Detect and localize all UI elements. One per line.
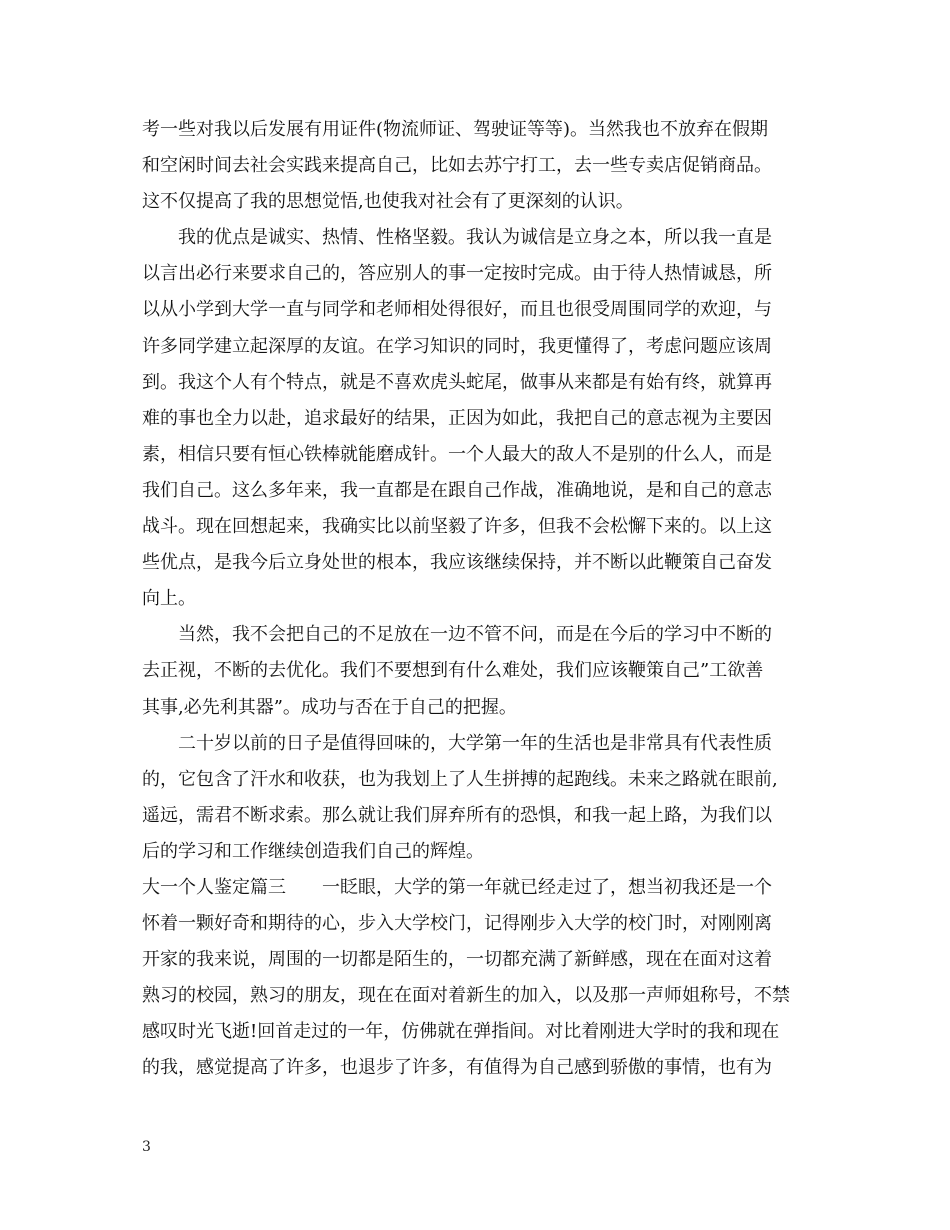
text-line: 熟习的校园，熟习的朋友，现在在面对着新生的加入，以及那一声师姐称号，不禁 — [142, 985, 790, 1007]
text-line: 到。我这个人有个特点，就是不喜欢虎头蛇尾，做事从来都是有始有终，就算再 — [142, 371, 772, 393]
text-line: 我们自己。这么多年来，我一直都是在跟自己作战，准确地说，是和自己的意志 — [142, 479, 772, 501]
text-line: 难的事也全力以赴，追求最好的结果，正因为如此，我把自己的意志视为主要因 — [142, 407, 772, 429]
text-line: 其事,必先利其器”。成功与否在于自己的把握。 — [142, 696, 517, 718]
text-line: 感叹时光飞逝!回首走过的一年，仿佛就在弹指间。对比着刚进大学时的我和现在 — [142, 1021, 780, 1043]
text-line: 考一些对我以后发展有用证件(物流师证、驾驶证等等)。当然我也不放弃在假期 — [142, 119, 769, 140]
text-line: 的，它包含了汗水和收获，也为我划上了人生拼搏的起跑线。未来之路就在眼前, — [142, 768, 778, 790]
text-line: 些优点，是我今后立身处世的根本，我应该继续保持，并不断以此鞭策自己奋发 — [142, 552, 772, 574]
text-line: 和空闲时间去社会实践来提高自己，比如去苏宁打工，去一些专卖店促销商品。 — [142, 155, 772, 177]
text-line: 这不仅提高了我的思想觉悟,也使我对社会有了更深刻的认识。 — [142, 191, 634, 213]
text-line: 开家的我来说，周围的一切都是陌生的，一切都充满了新鲜感，现在在面对这着 — [142, 949, 772, 971]
text-line: 遥远，需君不断求索。那么就让我们屏弃所有的恐惧，和我一起上路，为我们以 — [142, 804, 772, 826]
text-line: 战斗。现在回想起来，我确实比以前坚毅了许多，但我不会松懈下来的。以上这 — [142, 516, 772, 538]
text-line: 去正视，不断的去优化。我们不要想到有什么难处，我们应该鞭策自己”工欲善 — [142, 660, 764, 682]
text-line: 许多同学建立起深厚的友谊。在学习知识的同时，我更懂得了，考虑问题应该周 — [142, 335, 772, 357]
text-line: 的我，感觉提高了许多，也退步了许多，有值得为自己感到骄傲的事情，也有为 — [142, 1057, 772, 1079]
text-line: 素，相信只要有恒心铁棒就能磨成针。一个人最大的敌人不是别的什么人，而是 — [142, 443, 772, 465]
paragraph-start-line: 二十岁以前的日子是值得回味的，大学第一年的生活也是非常具有代表性质 — [178, 732, 772, 754]
page-number: 3 — [142, 1139, 151, 1155]
paragraph-start-line: 我的优点是诚实、热情、性格坚毅。我认为诚信是立身之本，所以我一直是 — [178, 227, 772, 249]
text-line: 怀着一颗好奇和期待的心，步入大学校门，记得刚步入大学的校门时，对刚刚离 — [142, 913, 772, 935]
text-line: 后的学习和工作继续创造我们自己的辉煌。 — [142, 840, 484, 862]
section-heading-line: 大一个人鉴定篇三 一眨眼，大学的第一年就已经走过了，想当初我还是一个 — [142, 876, 772, 898]
body-text — [142, 112, 822, 1087]
paragraph-start-line: 当然，我不会把自己的不足放在一边不管不问，而是在今后的学习中不断的 — [178, 624, 772, 646]
text-line: 向上。 — [142, 588, 196, 610]
text-line: 以言出必行来要求自己的，答应别人的事一定按时完成。由于待人热情诚恳，所 — [142, 263, 772, 285]
text-line: 以从小学到大学一直与同学和老师相处得很好，而且也很受周围同学的欢迎，与 — [142, 299, 772, 321]
